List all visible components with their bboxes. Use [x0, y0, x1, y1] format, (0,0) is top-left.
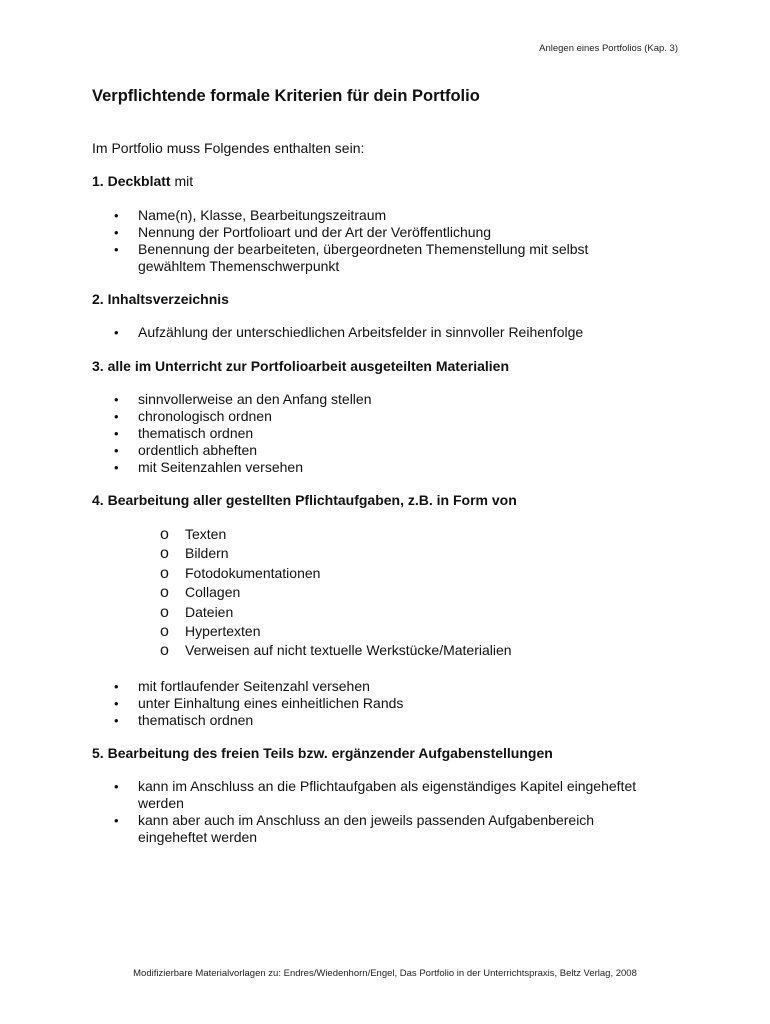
bullet-icon: •	[114, 325, 119, 340]
bullet-icon: •	[114, 225, 119, 240]
section-2-list	[114, 324, 674, 341]
circle-bullet-icon: o	[160, 564, 169, 582]
section-4-list	[114, 678, 674, 729]
circle-bullet-icon: o	[160, 545, 169, 563]
list-item: o Hypertexten	[160, 623, 261, 641]
bullet-icon: •	[114, 208, 119, 223]
list-item: o Dateien	[160, 603, 234, 621]
section-2-heading: 2. Inhaltsverzeichnis	[92, 291, 229, 307]
list-item: o Bildern	[160, 545, 229, 563]
section-1-list	[114, 207, 674, 275]
bullet-icon: •	[114, 679, 119, 694]
bullet-icon: •	[114, 392, 119, 407]
list-item: • thematisch ordnen	[114, 425, 254, 441]
list-item: o Texten	[160, 526, 227, 543]
circle-bullet-icon: o	[160, 623, 169, 641]
circle-bullet-icon: o	[160, 526, 169, 543]
section-4-sublist	[160, 525, 512, 661]
list-item: • Benennung der bearbeiteten, übergeordneten Themenstellung mit selbst gewähltem Themenschwerpunkt	[114, 241, 589, 274]
bullet-icon: •	[114, 426, 119, 441]
list-item: o Collagen	[160, 584, 241, 602]
section-5-heading: 5. Bearbeitung des freien Teils bzw. ergänzender Aufgabenstellungen	[92, 745, 553, 761]
list-item: • kann aber auch im Anschluss an den jeweils passenden Aufgabenbereich eingeheftet werden	[114, 812, 595, 845]
list-item: • unter Einhaltung eines einheitlichen Rands	[114, 695, 404, 711]
bullet-icon: •	[114, 409, 119, 424]
list-item: • Nennung der Portfolioart und der Art der Veröffentlichung	[114, 224, 492, 240]
list-item: • mit Seitenzahlen versehen	[114, 459, 303, 475]
section-3-heading: 3. alle im Unterricht zur Portfolioarbeit ausgeteilten Materialien	[92, 358, 509, 374]
bullet-icon: •	[114, 779, 119, 794]
bullet-icon: •	[114, 713, 119, 728]
bullet-icon: •	[114, 696, 119, 711]
page-header: Anlegen eines Portfolios (Kap. 3)	[539, 43, 678, 54]
section-3-list	[114, 391, 674, 476]
list-item: • ordentlich abheften	[114, 442, 258, 458]
bullet-icon: •	[114, 242, 119, 257]
list-item: • mit fortlaufender Seitenzahl versehen	[114, 678, 370, 694]
list-item: • kann im Anschluss an die Pflichtaufgaben als eigenständiges Kapitel eingeheftet werden	[114, 778, 637, 811]
bullet-icon: •	[114, 443, 119, 458]
list-item: • Name(n), Klasse, Bearbeitungszeitraum	[114, 207, 387, 223]
section-1-heading: 1. Deckblatt mit	[92, 173, 194, 189]
list-item: • chronologisch ordnen	[114, 408, 272, 424]
bullet-icon: •	[114, 460, 119, 475]
page-footer: Modifizierbare Materialvorlagen zu: Endres/Wiedenhorn/Engel, Das Portfolio in der Unterrichtspraxis, Beltz Verlag, 2008	[133, 968, 637, 979]
list-item: • Aufzählung der unterschiedlichen Arbeitsfelder in sinnvoller Reihenfolge	[114, 324, 584, 340]
section-5-list	[114, 778, 674, 846]
page-title: Verpflichtende formale Kriterien für dein Portfolio	[92, 87, 480, 105]
intro-text: Im Portfolio muss Folgendes enthalten sein:	[92, 140, 365, 156]
circle-bullet-icon: o	[160, 642, 169, 660]
section-4-heading: 4. Bearbeitung aller gestellten Pflichtaufgaben, z.B. in Form von	[92, 492, 517, 508]
list-item: o Fotodokumentationen	[160, 564, 321, 582]
list-item: o Verweisen auf nicht textuelle Werkstücke/Materialien	[160, 642, 512, 660]
list-item: • sinnvollerweise an den Anfang stellen	[114, 391, 372, 407]
circle-bullet-icon: o	[160, 603, 169, 621]
bullet-icon: •	[114, 813, 119, 828]
circle-bullet-icon: o	[160, 584, 169, 602]
list-item: • thematisch ordnen	[114, 712, 254, 728]
